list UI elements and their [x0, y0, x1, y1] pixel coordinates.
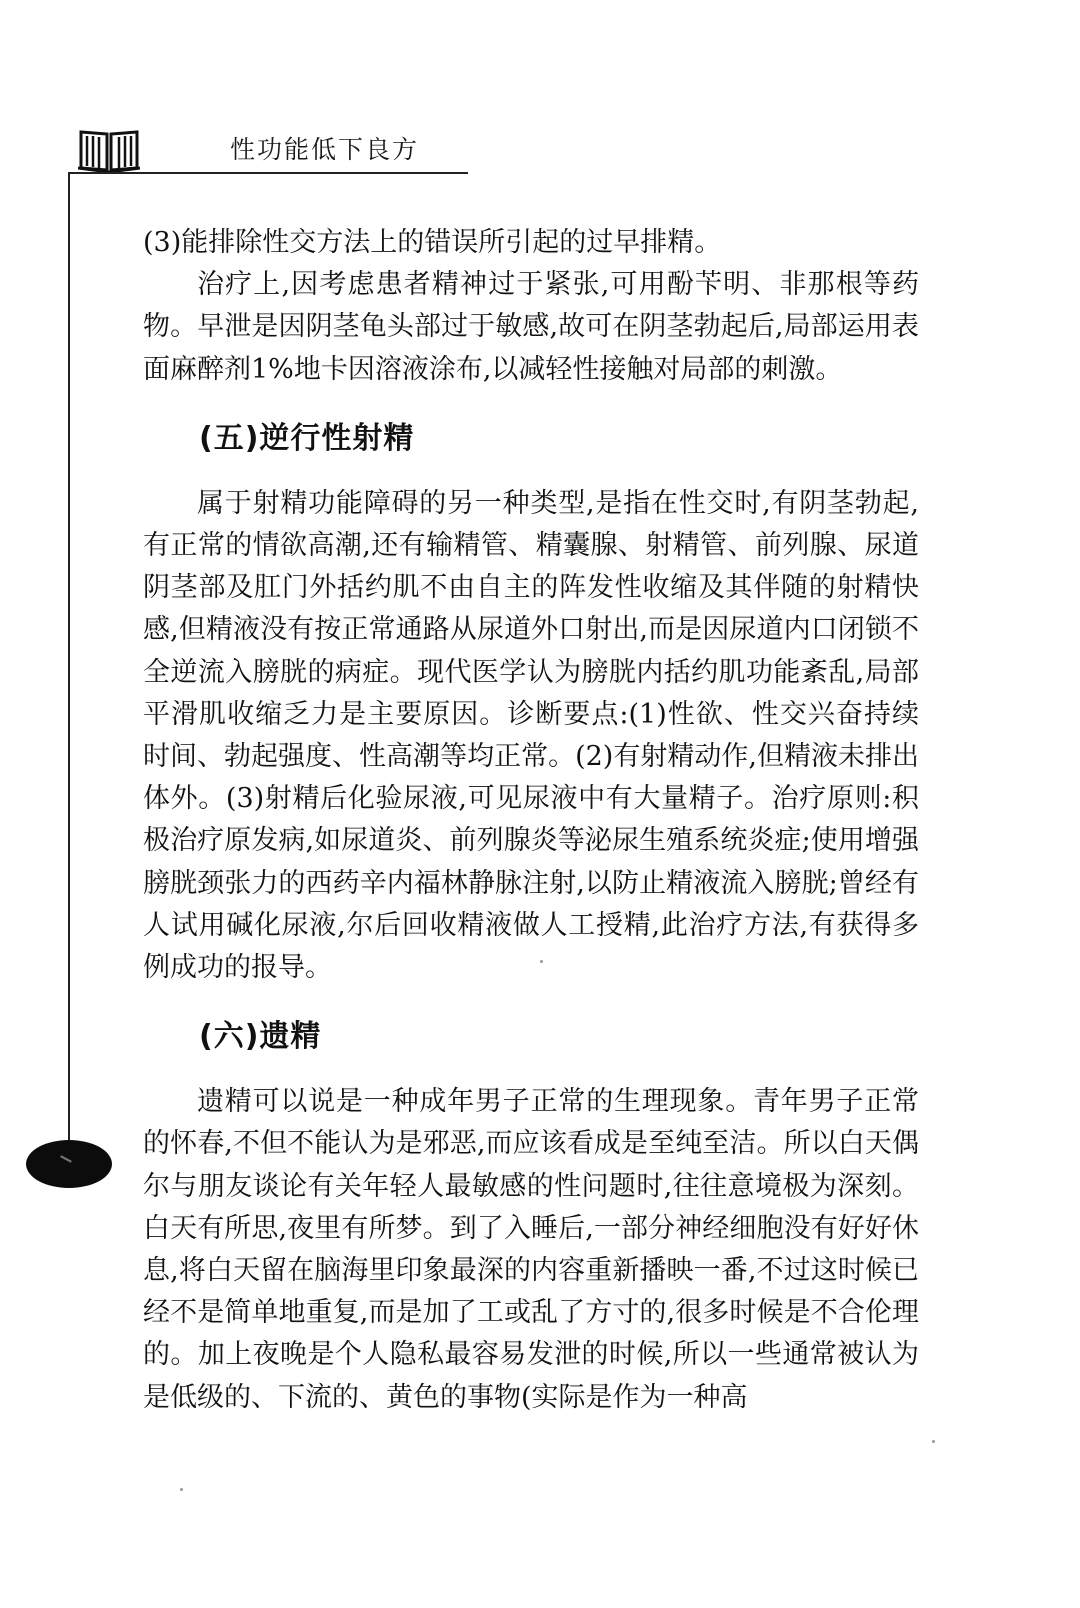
running-title: 性功能低下良方 — [230, 135, 420, 164]
paragraph-4: 遗精可以说是一种成年男子正常的生理现象。青年男子正常的怀春,不但不能认为是邪恶,而应该看成是至纯至洁。所以白天偶尔与朋友谈论有关年轻人最敏感的性问题时,往往意境极为深刻。白天有所思,夜里有所梦。到了入睡后,一部分神经细胞没有好好休息,将白天留在脑海里印象最深的内容重新播映一番,不过这时候已经不是简单地重复,而是加了工或乱了方寸的,很多时候是不合伦理的。加上夜晚是个人隐私最容易发泄的时候,所以一些通常被认为是低级的、下流的、黄色的事物(实际是作为一种高 — [143, 1086, 919, 1413]
header-rule — [68, 172, 468, 174]
paragraph-1: (3)能排除性交方法上的错误所引起的过早排精。 — [143, 227, 722, 258]
open-book-icon — [78, 126, 140, 172]
page-body — [143, 222, 919, 1419]
margin-rule — [68, 172, 70, 1140]
section-heading-6: (六)遗精 — [199, 1019, 322, 1055]
scan-speck — [180, 1488, 183, 1491]
section-heading-5: (五)逆行性射精 — [199, 420, 415, 456]
thumb-tab — [26, 1140, 112, 1188]
scan-speck — [932, 1440, 935, 1443]
paragraph-2: 治疗上,因考虑患者精神过于紧张,可用酚苄明、非那根等药物。早泄是因阴茎龟头部过于敏感,故可在阴茎勃起后,局部运用表面麻醉剂1%地卡因溶液涂布,以减轻性接触对局部的刺激。 — [143, 269, 919, 385]
paragraph-3: 属于射精功能障碍的另一种类型,是指在性交时,有阴茎勃起,有正常的情欲高潮,还有输精管、精囊腺、射精管、前列腺、尿道阴茎部及肛门外括约肌不由自主的阵发性收缩及其伴随的射精快感,但精液没有按正常通路从尿道外口射出,而是因尿道内口闭锁不全逆流入膀胱的病症。现代医学认为膀胱内括约肌功能紊乱,局部平滑肌收缩乏力是主要原因。诊断要点:(1)性欲、性交兴奋持续时间、勃起强度、性高潮等均正常。(2)有射精动作,但精液未排出体外。(3)射精后化验尿液,可见尿液中有大量精子。治疗原则:积极治疗原发病,如尿道炎、前列腺炎等泌尿生殖系统炎症;使用增强膀胱颈张力的西药辛内福林静脉注射,以防止精液流入膀胱;曾经有人试用碱化尿液,尔后回收精液做人工授精,此治疗方法,有获得多例成功的报导。 — [143, 487, 919, 984]
scan-speck — [540, 960, 543, 963]
